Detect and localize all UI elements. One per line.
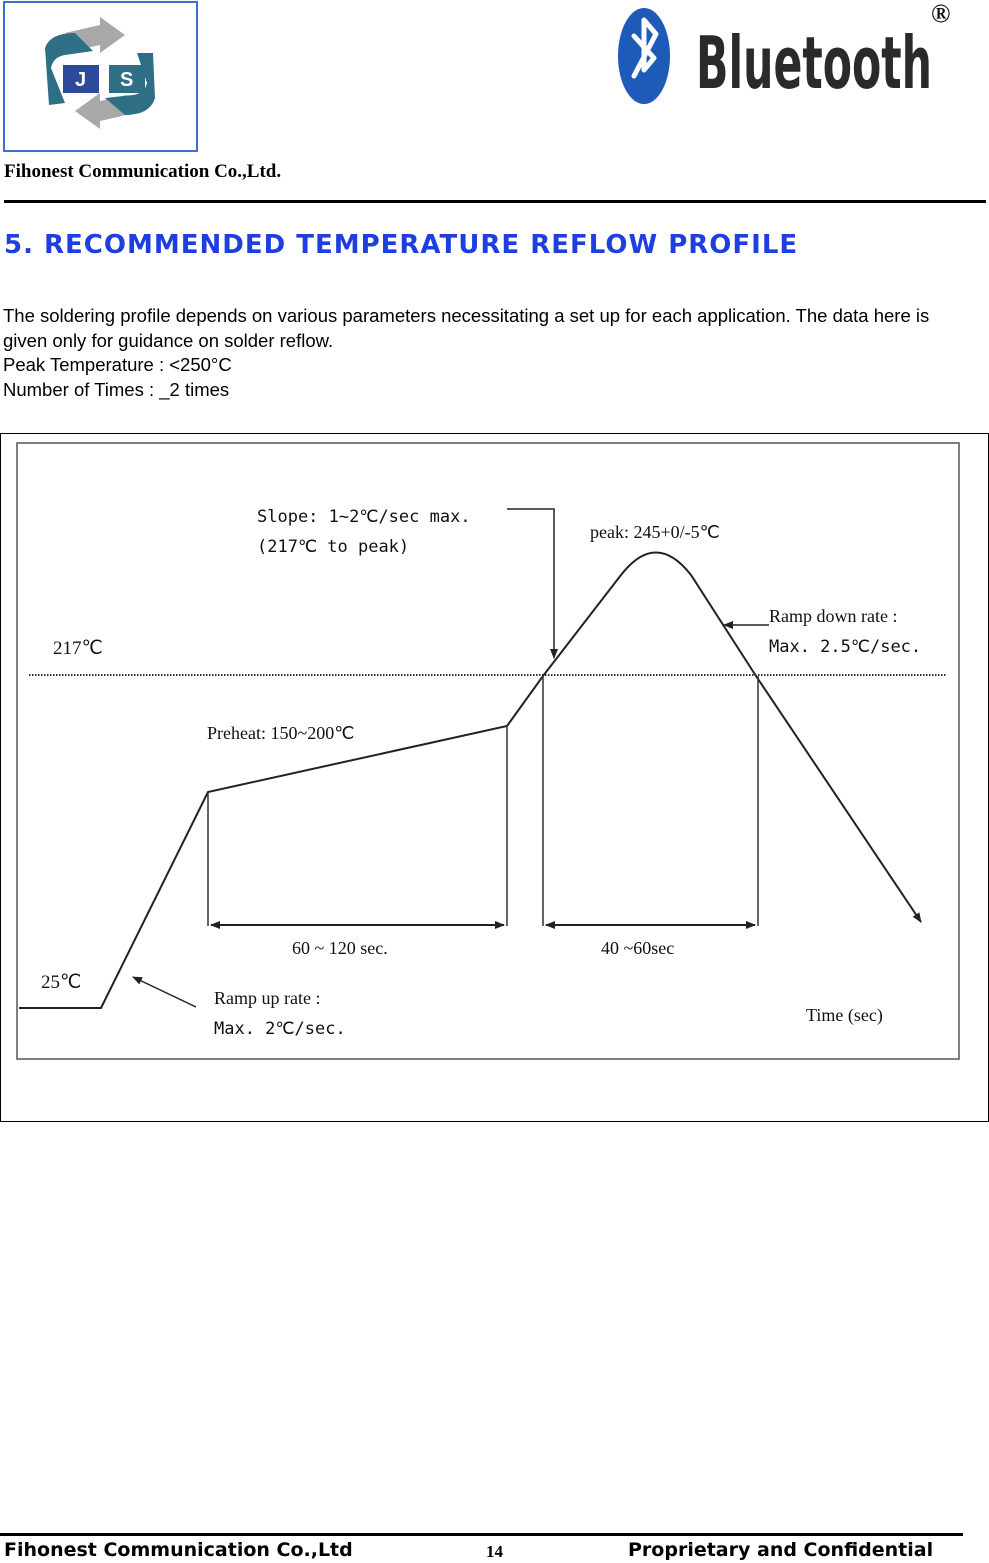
company-name: Fihonest Communication Co.,Ltd.	[4, 161, 282, 182]
ramp-down-label-line2: Max. 2.5℃/sec.	[769, 637, 922, 657]
number-of-times: Number of Times : _2 times	[3, 378, 230, 400]
registered-mark: ®	[931, 0, 951, 28]
ramp-up-label-line1: Ramp up rate :	[214, 988, 321, 1008]
company-logo	[3, 1, 198, 152]
bluetooth-wordmark: Bluetooth	[696, 21, 932, 105]
reflow-time-label: 40 ~60sec	[601, 938, 675, 958]
footer-company: Fihonest Communication Co.,Ltd	[4, 1539, 353, 1561]
ramp-up-label-line2: Max. 2℃/sec.	[214, 1019, 346, 1039]
slope-callout-arrow	[507, 509, 554, 658]
header-divider	[4, 200, 986, 203]
peak-label: peak: 245+0/-5℃	[590, 522, 720, 542]
intro-paragraph: The soldering profile depends on various parameters necessitating a set up for each application. The data here is given only for guidance on solder reflow.	[3, 305, 930, 351]
preheat-label: Preheat: 150~200℃	[207, 723, 355, 743]
slope-label-line1: Slope: 1~2℃/sec max.	[257, 507, 471, 527]
footer-divider	[0, 1533, 963, 1536]
level-25-label: 25℃	[41, 972, 82, 993]
page-number: 14	[486, 1542, 503, 1561]
slope-label-line2: (217℃ to peak)	[257, 537, 410, 557]
section-title: 5. RECOMMENDED TEMPERATURE REFLOW PROFILE	[4, 230, 799, 260]
reflow-profile-figure	[0, 433, 989, 1122]
ramp-down-label-line1: Ramp down rate :	[769, 606, 898, 626]
level-217-label: 217℃	[53, 638, 103, 659]
reflow-profile-diagram	[1, 434, 988, 1120]
js-arrows-logo-icon	[5, 3, 196, 150]
section-body	[3, 304, 973, 402]
peak-temperature: Peak Temperature : <250°C	[3, 354, 232, 375]
ramp-up-callout-arrow	[133, 977, 196, 1007]
footer-confidential: Proprietary and Confidential	[628, 1539, 934, 1561]
bluetooth-logo	[616, 0, 966, 108]
plot-frame	[17, 443, 959, 1059]
preheat-time-label: 60 ~ 120 sec.	[292, 938, 388, 958]
logo-letter-s: S	[120, 69, 134, 91]
bluetooth-rune-icon	[618, 8, 670, 104]
time-axis-label: Time (sec)	[806, 1005, 883, 1025]
logo-letter-j: J	[75, 69, 87, 91]
